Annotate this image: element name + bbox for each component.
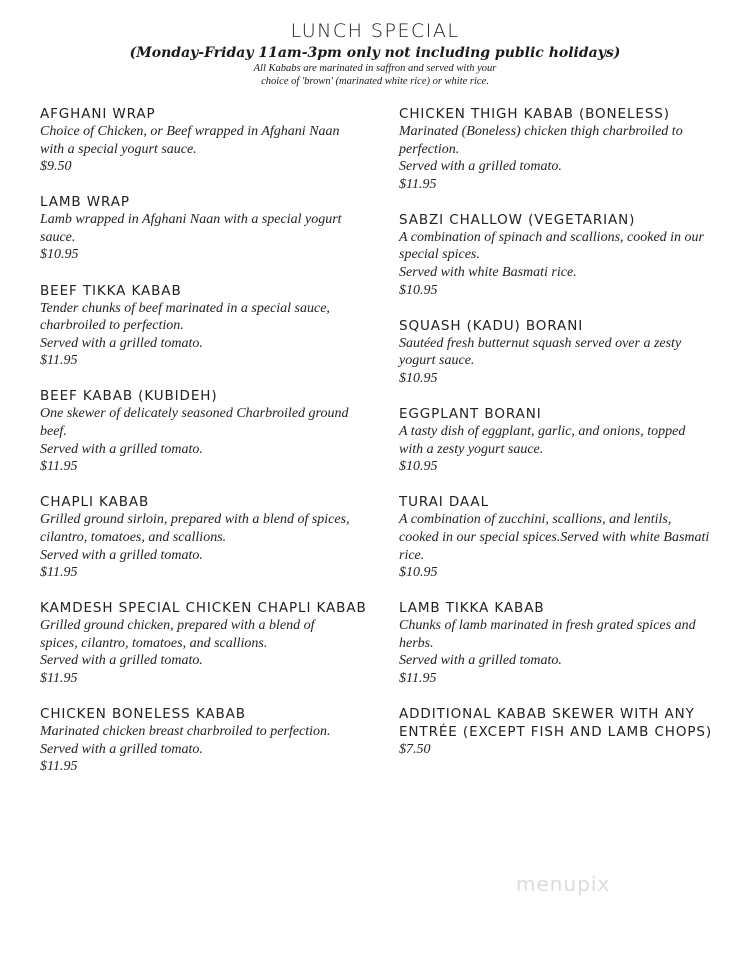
- menu-item-description: [40, 511, 370, 564]
- menu-item: [399, 405, 719, 476]
- description-line: Choice of Chicken, or Beef wrapped in Afghani Naan: [40, 124, 340, 139]
- rice-note-line-1: All Kababs are marinated in saffron and served with your: [253, 63, 497, 74]
- description-line: beef.: [40, 424, 67, 440]
- menu-item: [40, 387, 370, 475]
- description-line: Tender chunks of beef marinated in a special sauce,: [40, 300, 330, 316]
- menu-item: [399, 599, 719, 687]
- menu-item-price: $11.95: [40, 565, 78, 581]
- menu-item: [40, 282, 370, 370]
- description-line: Served with a grilled tomato.: [40, 335, 203, 351]
- menu-item-price: $11.95: [399, 176, 437, 192]
- description-line: A tasty dish of eggplant, garlic, and onions, topped: [399, 424, 686, 440]
- menu-item-price: $11.95: [40, 459, 78, 475]
- menu-item-description: [399, 423, 719, 458]
- description-line: Served with a grilled tomato.: [40, 441, 203, 457]
- menu-item-name: KAMDESH SPECIAL CHICKEN CHAPLI KABAB: [40, 600, 367, 617]
- menu-item-name: EGGPLANT BORANI: [399, 406, 542, 423]
- description-line: Sautéed fresh butternut squash served over a zesty: [399, 335, 682, 351]
- description-line: cooked in our special spices.Served with white Basmati: [399, 529, 710, 545]
- menu-item-description: [399, 335, 719, 370]
- menu-item-name: CHICKEN BONELESS KABAB: [40, 706, 246, 723]
- menu-item-description: [399, 511, 719, 564]
- menu-item-name: TURAI DAAL: [399, 494, 489, 511]
- description-line: Served with a grilled tomato.: [399, 159, 562, 175]
- menu-item-description: [399, 617, 719, 670]
- description-line: Grilled ground sirloin, prepared with a blend of spices,: [40, 512, 350, 528]
- menu-item-description: [40, 300, 370, 353]
- left-menu-column: [40, 105, 370, 793]
- menu-item-price: $11.95: [40, 670, 78, 686]
- menu-item-name: SQUASH (KADU) BORANI: [399, 317, 584, 334]
- menu-item-price: $11.95: [399, 670, 437, 686]
- menu-item-name: CHAPLI KABAB: [40, 494, 150, 511]
- menu-item-name: BEEF TIKKA KABAB: [40, 282, 182, 299]
- page-title: LUNCH SPECIAL: [290, 20, 460, 42]
- availability-note: (Monday-Friday 11am-3pm only not including public holidays): [129, 45, 621, 61]
- description-line: spices, cilantro, tomatoes, and scallions.: [40, 635, 268, 651]
- description-line: One skewer of delicately seasoned Charbroiled ground: [40, 406, 349, 422]
- description-line: yogurt sauce.: [399, 353, 475, 369]
- menu-item-price: $10.95: [399, 459, 438, 475]
- description-line: with a zesty yogurt sauce.: [399, 441, 544, 457]
- description-line: A combination of zucchini, scallions, and lentils,: [399, 512, 672, 528]
- description-line: with a special yogurt sauce.: [40, 141, 197, 157]
- menu-item-price: $11.95: [40, 759, 78, 775]
- menu-header: [0, 18, 750, 88]
- menu-item-name: SABZI CHALLOW (VEGETARIAN): [399, 211, 636, 228]
- menu-item-name: CHICKEN THIGH KABAB (BONELESS): [399, 106, 670, 122]
- menu-item: [399, 317, 719, 388]
- menu-item-name: AFGHANI WRAP: [40, 106, 156, 122]
- right-menu-column: [399, 105, 719, 776]
- menu-item-description: [399, 123, 719, 176]
- menu-item-name: ADDITIONAL KABAB SKEWER WITH ANY ENTRÉE (EXCEPT FISH AND LAMB CHOPS): [399, 706, 713, 741]
- description-line: herbs.: [399, 635, 434, 651]
- menu-item-description: [399, 229, 719, 282]
- menu-item: [399, 705, 719, 759]
- menu-item-price: $9.50: [40, 159, 72, 175]
- menu-item-price: $10.95: [399, 565, 438, 581]
- menu-item-price: $10.95: [399, 370, 438, 386]
- menu-item-price: $11.95: [40, 353, 78, 369]
- menu-item-description: [40, 617, 370, 670]
- menu-item: [399, 211, 719, 299]
- menu-item: [399, 493, 719, 581]
- menupix-watermark: menupix: [516, 872, 611, 896]
- menu-item-name: BEEF KABAB (KUBIDEH): [40, 388, 218, 405]
- description-line: Served with white Basmati rice.: [399, 265, 577, 281]
- description-line: rice.: [399, 547, 425, 563]
- description-line: Served with a grilled tomato.: [40, 547, 203, 563]
- description-line: Grilled ground chicken, prepared with a blend of: [40, 618, 315, 634]
- menu-item: [399, 105, 719, 193]
- description-line: Lamb wrapped in Afghani Naan with a special yogurt: [40, 212, 342, 228]
- menu-item-description: [40, 405, 370, 458]
- description-line: Marinated chicken breast charbroiled to perfection.: [40, 724, 331, 740]
- description-line: A combination of spinach and scallions, cooked in our: [399, 229, 704, 245]
- menu-item-description: [40, 123, 370, 158]
- menu-item-price: $10.95: [399, 282, 438, 298]
- description-line: Served with a grilled tomato.: [40, 653, 203, 669]
- menu-item: [40, 193, 370, 264]
- description-line: perfection.: [399, 141, 460, 157]
- menu-item-name: LAMB WRAP: [40, 194, 130, 211]
- description-line: Served with a grilled tomato.: [40, 741, 203, 757]
- description-line: Chunks of lamb marinated in fresh grated spices and: [399, 618, 696, 634]
- menu-item-name: LAMB TIKKA KABAB: [399, 600, 545, 617]
- menu-item: [40, 493, 370, 581]
- menu-item: [40, 599, 370, 687]
- description-line: Served with a grilled tomato.: [399, 653, 562, 669]
- rice-note-line-2: choice of 'brown' (marinated white rice) or white rice.: [261, 76, 489, 87]
- menu-item-price: $10.95: [40, 247, 79, 263]
- menu-item-price: $7.50: [399, 742, 431, 758]
- description-line: charbroiled to perfection.: [40, 318, 184, 334]
- description-line: sauce.: [40, 229, 76, 245]
- description-line: cilantro, tomatoes, and scallions.: [40, 529, 227, 545]
- description-line: Marinated (Boneless) chicken thigh charbroiled to: [399, 124, 683, 139]
- menu-item: [40, 105, 370, 176]
- menu-item-description: [40, 723, 370, 758]
- menu-item: [40, 705, 370, 776]
- menu-item-description: [40, 211, 370, 246]
- description-line: special spices.: [399, 247, 480, 263]
